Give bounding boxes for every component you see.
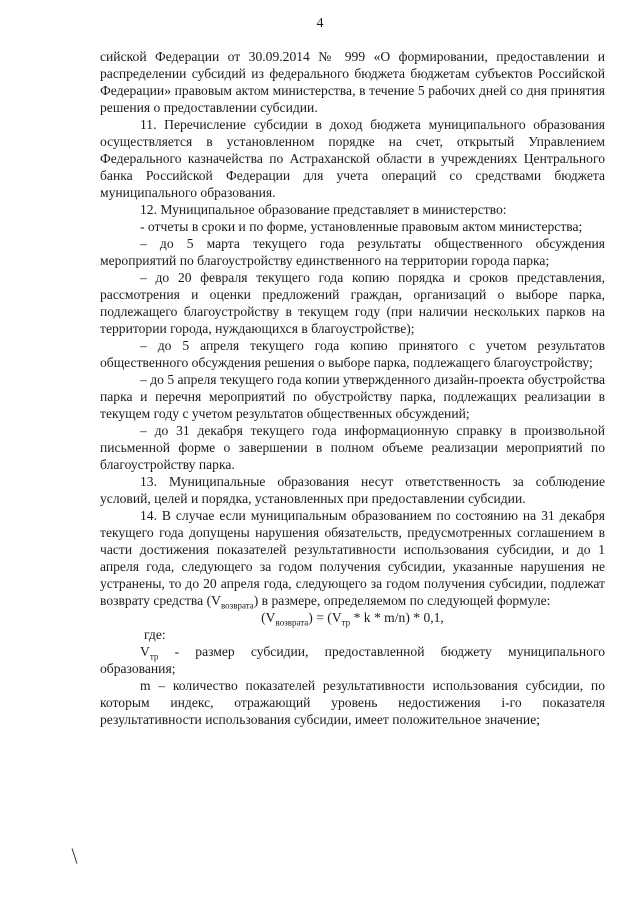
formula-sub-tr: тр [341,617,351,628]
vtr-subscript: тр [149,651,159,662]
list-item-march-5: – до 5 марта текущего года результаты общественного обсуждения мероприятий по благоустройству единственного на территории города парка; [100,236,605,268]
return-formula [100,609,605,626]
paragraph-continuation: сийской Федерации от 30.09.2014 № 999 «О формировании, предоставлении и распределении субсидий из федерального бюджета бюджетам субъектов Российской Федерации» правовым актом министерства, в течение 5 рабочих дней со дня принятия решения о предоставлении субсидии. [100,49,605,115]
where-label: где: [144,627,166,642]
paragraph-11: 11. Перечисление субсидии в доход бюджета муниципального образования осуществляется в установленном порядке на счет, открытый Управлением Федерального казначейства по Астраханской области в учреждениях Центрального банка Российской Федерации для учета операций со средствами бюджета муниципального образования. [100,117,605,200]
v-return-subscript: возврата [220,600,254,611]
list-item-reports: - отчеты в сроки и по форме, установленные правовым актом министерства; [140,219,583,234]
paragraph-14-text: 14. В случае если муниципальным образованием по состоянию на 31 декабря текущего года допущены нарушения обязательств, предусмотренных соглашением в части достижения показателей результативности использования субсидии, и до 1 апреля года, следующего за годом получения субсидии, указанные нарушения не устранены, то до 20 апреля года, следующего за годом получения субсидии, подлежат возврату средства ( [100,508,605,608]
vtr-definition [100,643,605,677]
paragraph-12: 12. Муниципальное образование представляет в министерство: [140,202,507,217]
vtr-symbol: V [140,644,150,659]
formula-tail: * k * m/n) * 0,1, [350,610,444,625]
formula-open: (V [261,610,276,625]
m-definition: m – количество показателей результативности использования субсидии, по которым индекс, отражающий уровень недостижения i-го показателя результативности использования субсидии, имеет положительное значение; [100,678,605,727]
list-item-april-5-design: – до 5 апреля текущего года копии утвержденного дизайн-проекта обустройства парка и перечня мероприятий по обустройству парка, подлежащих реализации в текущем году с учетом результатов общественных обсуждений; [100,372,605,421]
vtr-text: - размер субсидии, предоставленной бюджету муниципального образования; [100,644,605,676]
page-number: 4 [316,16,324,31]
paragraph-14 [100,507,605,609]
paragraph-13: 13. Муниципальные образования несут ответственность за соблюдение условий, целей и порядка, установленных при предоставлении субсидии. [100,474,605,506]
paragraph-14-tail: ) в размере, определяемом по следующей формуле: [253,593,551,608]
formula-sub-return: возврата [275,617,309,628]
list-item-april-5-decision: – до 5 апреля текущего года копию принятого с учетом результатов общественного обсуждения решения о выборе парка, подлежащего благоустройству; [100,338,605,370]
list-item-december-31: – до 31 декабря текущего года информационную справку в произвольной письменной форме о завершении в полном объеме реализации мероприятий по благоустройству парка. [100,423,605,472]
pen-mark [72,848,78,864]
formula-mid: ) = (V [308,610,342,625]
v-return-symbol: V [211,593,221,608]
document-body [100,48,605,728]
list-item-february-20: – до 20 февраля текущего года копию порядка и сроков представления, рассмотрения и оценки предложений граждан, организаций о выборе парка, подлежащего благоустройству в текущем году (при наличии нескольких парков на территории города, нуждающихся в благоустройстве); [100,270,605,336]
